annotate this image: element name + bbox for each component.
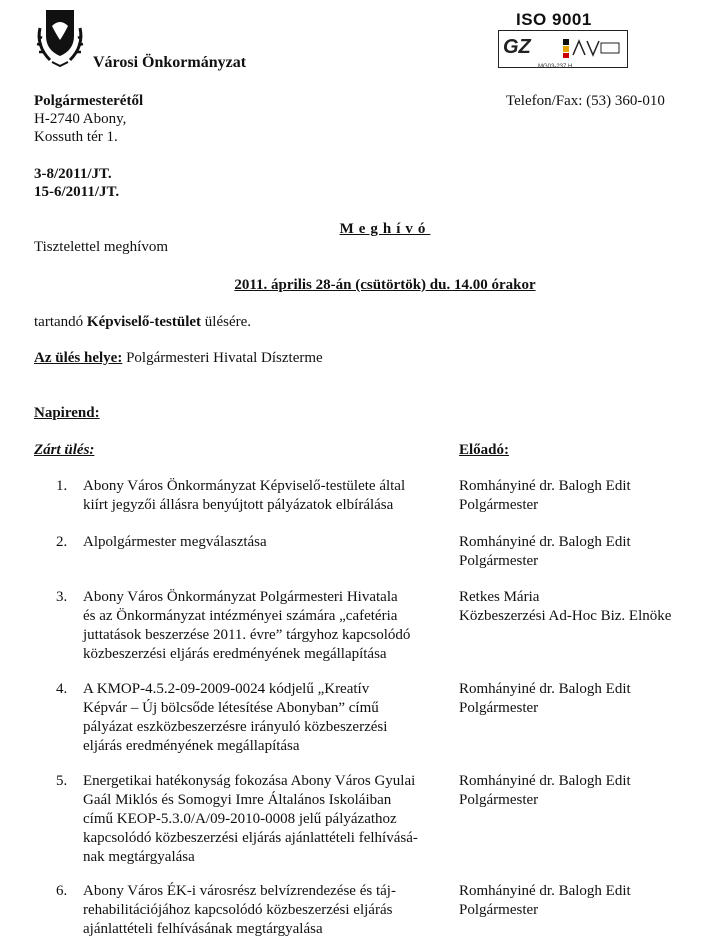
- item-line: Képvár – Új bölcsőde létesítése Abonyban” című: [83, 700, 379, 716]
- agenda-title: Napirend:: [34, 405, 100, 421]
- item-text: [83, 680, 443, 756]
- address-line-2: Kossuth tér 1.: [34, 129, 118, 145]
- item-presenter: [459, 882, 719, 920]
- presenter-name: Retkes Mária: [459, 589, 540, 605]
- item-number: 3.: [56, 589, 68, 605]
- presenter-column-label: Előadó:: [459, 442, 510, 458]
- iso-title: ISO 9001: [516, 10, 592, 29]
- item-presenter: [459, 533, 719, 571]
- item-line: című KEOP-5.3.0/A/09-2010-0008 jelű pályázathoz: [83, 811, 397, 827]
- presenter-name: Romhányiné dr. Balogh Edit: [459, 681, 631, 697]
- item-number: 5.: [56, 773, 68, 789]
- presenter-role: Közbeszerzési Ad-Hoc Biz. Elnöke: [459, 608, 672, 624]
- reference-number-2: 15-6/2011/JT.: [34, 184, 120, 200]
- presenter-role: Polgármester: [459, 497, 539, 513]
- item-line: Abony Város ÉK-i városrész belvízrendezése és táj-: [83, 883, 396, 899]
- item-number: 6.: [56, 883, 68, 899]
- certificate-code: MG03-237 H: [538, 64, 573, 70]
- item-line: rehabilitációjához kapcsolódó közbeszerzési eljárás: [83, 902, 393, 918]
- invitation-title: Meghívó: [339, 221, 431, 237]
- item-line: Alpolgármester megválasztása: [83, 534, 267, 550]
- city-emblem-icon: [30, 6, 90, 68]
- sender-title: Polgármesterétől: [34, 93, 144, 109]
- item-line: Gaál Miklós és Somogyi Imre Általános Iskoláiban: [83, 792, 392, 808]
- item-text: [83, 772, 443, 867]
- presenter-role: Polgármester: [459, 792, 539, 808]
- item-presenter: [459, 680, 719, 718]
- meeting-date: 2011. április 28-án (csütörtök) du. 14.00 órakor: [234, 277, 536, 293]
- item-text: [83, 533, 443, 552]
- reference-number-1: 3-8/2011/JT.: [34, 166, 112, 182]
- presenter-name: Romhányiné dr. Balogh Edit: [459, 478, 631, 494]
- place-value: Polgármesteri Hivatal Díszterme: [122, 350, 323, 366]
- item-presenter: [459, 772, 719, 810]
- item-line: ajánlattételi felhívásának megtárgyalása: [83, 921, 323, 937]
- item-line: Abony Város Önkormányzat Polgármesteri Hivatala: [83, 589, 398, 605]
- item-line: Energetikai hatékonyság fokozása Abony Város Gyulai: [83, 773, 416, 789]
- accreditation-mark-icon: [563, 37, 621, 59]
- item-line: Abony Város Önkormányzat Képviselő-testülete által: [83, 478, 406, 494]
- item-line: kiírt jegyzői állásra benyújtott pályázatok elbírálása: [83, 497, 394, 513]
- meeting-description: [34, 313, 251, 332]
- phone-fax: Telefon/Fax: (53) 360-010: [506, 93, 665, 109]
- held-suffix: ülésére.: [201, 314, 252, 330]
- greeting: Tisztelettel meghívom: [34, 239, 169, 255]
- item-number: 4.: [56, 681, 68, 697]
- item-text: [83, 588, 443, 664]
- place-label: Az ülés helye:: [34, 350, 123, 366]
- presenter-name: Romhányiné dr. Balogh Edit: [459, 883, 631, 899]
- meeting-place: [34, 349, 323, 368]
- item-line: közbeszerzési eljárás eredményének megállapítása: [83, 646, 387, 662]
- presenter-role: Polgármester: [459, 902, 539, 918]
- item-text: [83, 477, 443, 515]
- item-line: juttatások beszerzése 2011. évre” tárgyhoz kapcsolódó: [83, 627, 411, 643]
- item-line: pályázat eszközbeszerzésre irányuló közbeszerzési: [83, 719, 388, 735]
- item-line: eljárás eredményének megállapítása: [83, 738, 300, 754]
- org-title: Városi Önkormányzat: [93, 54, 247, 71]
- item-line: és az Önkormányzat intézményei számára „cafetéria: [83, 608, 398, 624]
- certifier-logo: GZ: [503, 36, 531, 58]
- item-number: 1.: [56, 478, 68, 494]
- address-line-1: H-2740 Abony,: [34, 111, 127, 127]
- item-text: [83, 882, 443, 939]
- closed-session-label: Zárt ülés:: [34, 442, 95, 458]
- presenter-name: Romhányiné dr. Balogh Edit: [459, 773, 631, 789]
- item-number: 2.: [56, 534, 68, 550]
- presenter-role: Polgármester: [459, 700, 539, 716]
- item-line: kapcsolódó közbeszerzési eljárás ajánlattételi felhívásá-: [83, 830, 418, 846]
- item-line: A KMOP-4.5.2-09-2009-0024 kódjelű „Kreatív: [83, 681, 370, 697]
- presenter-name: Romhányiné dr. Balogh Edit: [459, 534, 631, 550]
- item-presenter: [459, 588, 719, 626]
- held-body: Képviselő-testület: [86, 314, 202, 330]
- held-prefix: tartandó: [34, 314, 87, 330]
- item-line: nak megtárgyalása: [83, 849, 195, 865]
- certification-badge: [498, 30, 628, 68]
- item-presenter: [459, 477, 719, 515]
- presenter-role: Polgármester: [459, 553, 539, 569]
